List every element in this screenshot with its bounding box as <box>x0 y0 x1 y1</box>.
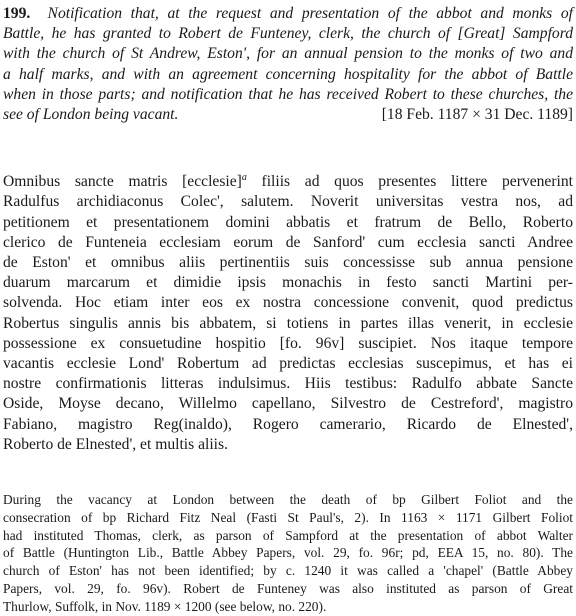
entry-summary <box>3 4 573 125</box>
note-line: of Battle (Huntington Lib., Battle Abbey Papers, vol. 29, fo. 96r; pd, EEA 15, no. 80). The <box>3 545 573 561</box>
entry-number: 199. <box>3 5 31 22</box>
summary-date-line <box>3 105 573 125</box>
summary-line: a half marks, and with an agreement concerning hospitality for the abbot of Battle <box>3 65 573 83</box>
editorial-note <box>3 491 573 616</box>
charter-line: solvenda. Hoc etiam inter eos ex nostra concessione convenit, quod predictus <box>3 294 573 312</box>
charter-line: duarum marcarum et dimidie ipsis monachis in festo sancti Martini per- <box>3 274 573 292</box>
charter-line: vacantis ecclesie Lond' Robertum ad predictas ecclesias suscepimus, et has ei <box>3 355 573 373</box>
note-line: church of Eston' has not been identified; by c. 1240 it was called a 'chapel' (Battle Abbey <box>3 563 573 579</box>
charter-line: Roberto de Elnested', et multis aliis. <box>3 435 228 453</box>
charter-line: Oside, Moyse decano, Willelmo capellano, Silvestro de Cestreford', magistro <box>3 395 573 413</box>
summary-line: when in those parts; and notification that he has received Robert to these churches, the <box>3 85 573 103</box>
entry-date: [18 Feb. 1187 × 31 Dec. 1189] <box>381 106 573 124</box>
summary-line: Battle, he has granted to Robert de Funteney, clerk, the church of [Great] Sampford <box>3 25 573 43</box>
note-line: Thurlow, Suffolk, in Nov. 1189 × 1200 (see below, no. 220). <box>3 598 327 614</box>
charter-line: Robertus singulis annis bis abbatem, si totiens in partes illas venerit, in ecclesie <box>3 314 573 332</box>
document-page <box>3 4 573 616</box>
charter-line: possessione ex consuetudine hospitio [fo. 96v] suscipiet. Nos itaque tempore <box>3 334 573 352</box>
charter-line: clerico de Funteneia ecclesiam eorum de Sanford' cum ecclesia sancti Andree <box>3 233 573 251</box>
summary-line: 199. Notification that, at the request and presentation of the abbot and monks of <box>3 5 573 22</box>
charter-line: de Eston' et omnibus aliis pertinentiis suis concessisse sub annua pensione <box>3 254 573 272</box>
footnote-marker: a <box>241 172 247 184</box>
note-line: Papers, vol. 29, fo. 96v). Robert de Funteney was also instituted as parson of Great <box>3 581 573 597</box>
charter-line: Radulfus archidiaconus Colec', salutem. Noverit universitas vestra nos, ad <box>3 193 573 211</box>
charter-line: petitionem et presentationem domini abbatis et fratrum de Bello, Roberto <box>3 213 573 231</box>
summary-line: with the church of St Andrew, Eston', for an annual pension to the monks of two and <box>3 45 573 63</box>
charter-text <box>3 172 573 455</box>
note-line: consecration of bp Richard Fitz Neal (Fasti St Paul's, 2). In 1163 × 1171 Gilbert Foliot <box>3 509 573 525</box>
charter-line: nostre confirmationis litteras indulsimus. Hiis testibus: Radulfo abbate Sancte <box>3 375 573 393</box>
note-line: had instituted Thomas, clerk, as parson of Sampford at the presentation of abbot Walter <box>3 527 573 543</box>
summary-last-line: see of London being vacant. <box>3 106 179 124</box>
note-line: During the vacancy at London between the death of bp Gilbert Foliot and the <box>3 492 573 508</box>
charter-line: Fabiano, magistro Reg(inaldo), Rogero camerario, Ricardo de Elnested', <box>3 415 573 433</box>
charter-line: Omnibus sancte matris [ecclesie]$^a$ filiis ad quos presentes littere pervenerint <box>3 172 573 191</box>
